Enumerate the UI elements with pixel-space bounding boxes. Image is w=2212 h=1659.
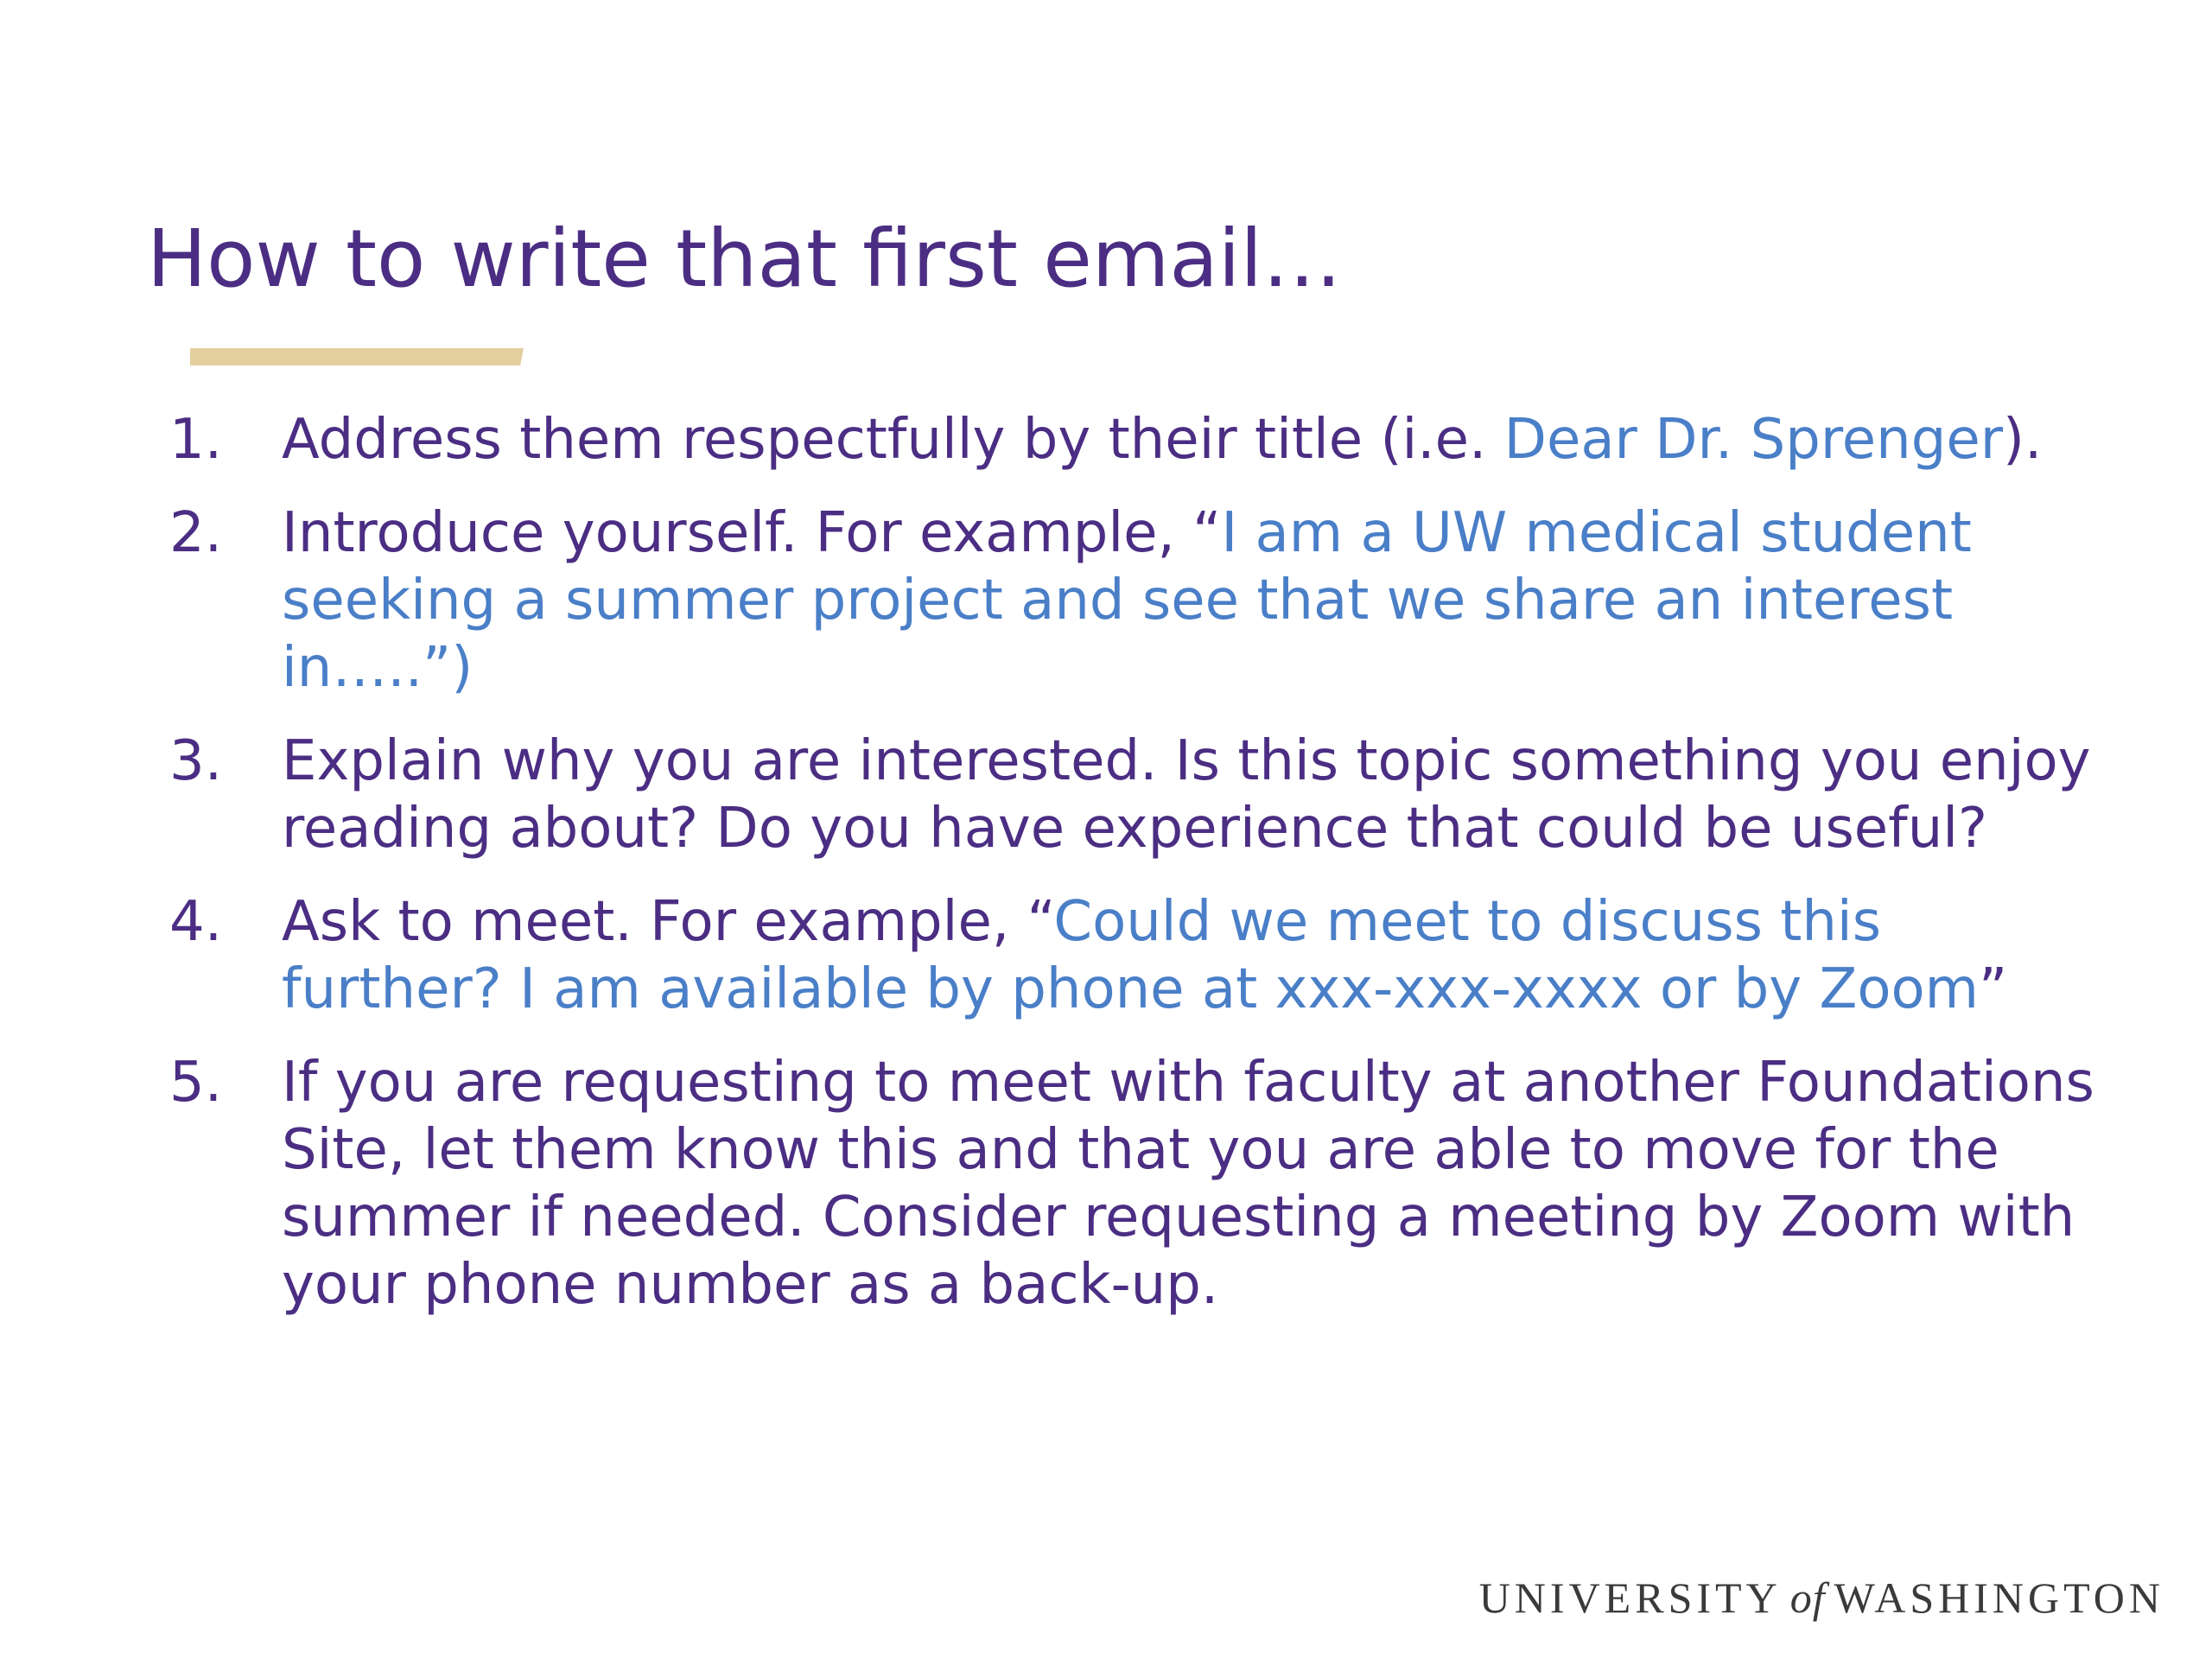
- step-text-plain: ).: [2003, 408, 2043, 472]
- step-text-closing: ”): [423, 636, 474, 700]
- step-number: 1.: [169, 408, 223, 472]
- steps-list: [0, 406, 2212, 1344]
- step-text-plain: Introduce yourself. For example, “: [282, 501, 1222, 565]
- list-item: [0, 728, 2113, 862]
- step-text: [282, 1049, 2113, 1319]
- step-text-plain: Address them respectfully by their title (i.e.: [282, 408, 1504, 472]
- list-item: [0, 888, 2113, 1023]
- step-text-plain: Ask to meet. For example, “: [282, 890, 1054, 954]
- step-number: 5.: [169, 1051, 223, 1115]
- step-number: 4.: [169, 890, 223, 954]
- list-item: [0, 1049, 2113, 1319]
- step-text-plain: Explain why you are interested. Is this topic something you enjoy reading about? Do you have experience that could be useful?: [282, 729, 2091, 861]
- logo-word-washington: WASHINGTON: [1834, 1573, 2164, 1622]
- logo-word-of: of: [1789, 1573, 1826, 1622]
- step-text: [282, 406, 2113, 474]
- step-number: 2.: [169, 501, 223, 565]
- step-text-plain: If you are requesting to meet with faculty at another Foundations Site, let them know this and that you are able to move for the summer if needed. Consider requesting a meeting by Zoom with your phone number as a back-up.: [282, 1051, 2094, 1317]
- step-text-example: I am a UW medical student seeking a summer project and see that we share an interest in…..: [282, 501, 1972, 700]
- list-item: [0, 499, 2113, 702]
- step-text: [282, 888, 2113, 1023]
- title-accent-bar: [190, 348, 524, 365]
- step-text-example: Dear Dr. Sprenger: [1503, 408, 2003, 472]
- list-item: [0, 406, 2113, 474]
- step-number: 3.: [169, 729, 223, 793]
- step-text-example: Could we meet to discuss this further? I am available by phone at xxx-xxx-xxxx or by Zoom: [282, 890, 1979, 1021]
- step-text: [282, 499, 2113, 702]
- step-text: [282, 728, 2113, 862]
- step-text-plain: ”: [1978, 957, 2008, 1021]
- university-logo: [1479, 1573, 2164, 1623]
- logo-word-university: UNIVERSITY: [1478, 1573, 1782, 1622]
- slide-title: How to write that first email…: [147, 213, 1342, 305]
